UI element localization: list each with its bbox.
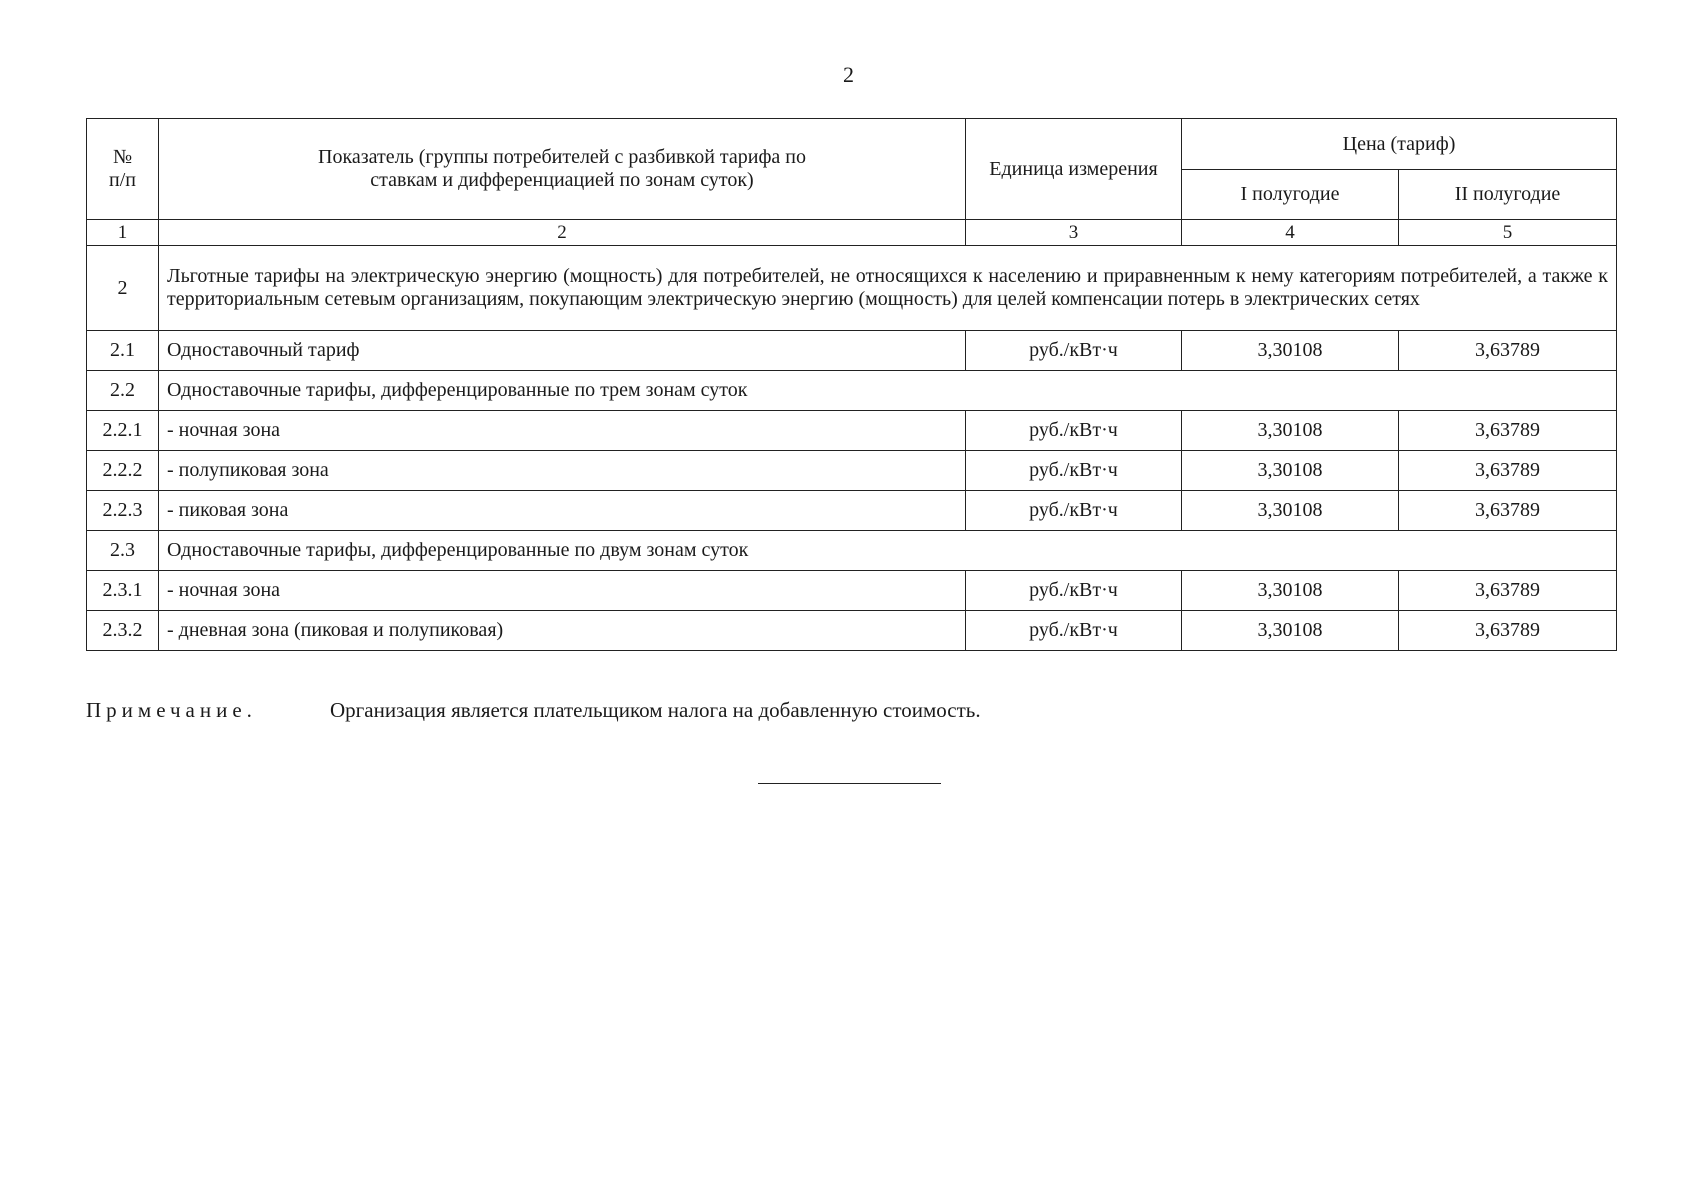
row-indicator: - дневная зона (пиковая и полупиковая) <box>159 611 966 651</box>
row-price-second-half: 3,63789 <box>1399 611 1617 651</box>
note <box>86 698 981 723</box>
header-first-half: I полугодие <box>1182 170 1399 220</box>
row-unit: руб./кВт·ч <box>966 571 1182 611</box>
column-numbering-row <box>87 220 1617 246</box>
row-price-second-half: 3,63789 <box>1399 491 1617 531</box>
row-indicator: Одноставочный тариф <box>159 331 966 371</box>
row-group-title: Одноставочные тарифы, дифференцированные по двум зонам суток <box>159 531 1617 571</box>
page-number: 2 <box>843 62 854 87</box>
row-indicator: - пиковая зона <box>159 491 966 531</box>
column-number: 1 <box>87 220 159 246</box>
table-row <box>87 491 1617 531</box>
row-price-first-half: 3,30108 <box>1182 451 1399 491</box>
table-row <box>87 571 1617 611</box>
row-unit: руб./кВт·ч <box>966 611 1182 651</box>
column-number: 3 <box>966 220 1182 246</box>
header-number: № п/п <box>87 119 159 220</box>
row-number: 2.3 <box>87 531 159 571</box>
table-header-row <box>87 119 1617 170</box>
row-price-first-half: 3,30108 <box>1182 411 1399 451</box>
note-text: Организация является плательщиком налога на добавленную стоимость. <box>330 698 981 722</box>
table-row <box>87 411 1617 451</box>
row-price-second-half: 3,63789 <box>1399 451 1617 491</box>
row-price-first-half: 3,30108 <box>1182 571 1399 611</box>
separator-line <box>758 783 941 784</box>
row-price-first-half: 3,30108 <box>1182 611 1399 651</box>
table-row <box>87 611 1617 651</box>
header-price: Цена (тариф) <box>1182 119 1617 170</box>
header-second-half: II полугодие <box>1399 170 1617 220</box>
table-row <box>87 451 1617 491</box>
row-unit: руб./кВт·ч <box>966 451 1182 491</box>
row-price-second-half: 3,63789 <box>1399 411 1617 451</box>
row-number: 2.2.2 <box>87 451 159 491</box>
column-number: 4 <box>1182 220 1399 246</box>
note-label: Примечание. <box>86 698 257 722</box>
section-title: Льготные тарифы на электрическую энергию (мощность) для потребителей, не относящихся к населению и приравненным к нему категориям потребителей, а также к территориальным сетевым организациям, покупающим электрическую энергию (мощность) для целей компенсации потерь в электрических сетях <box>159 246 1617 331</box>
row-number: 2.2 <box>87 371 159 411</box>
row-price-second-half: 3,63789 <box>1399 331 1617 371</box>
row-indicator: - полупиковая зона <box>159 451 966 491</box>
tariff-table <box>86 118 1617 651</box>
row-number: 2.3.1 <box>87 571 159 611</box>
row-number: 2.2.3 <box>87 491 159 531</box>
row-unit: руб./кВт·ч <box>966 411 1182 451</box>
row-unit: руб./кВт·ч <box>966 491 1182 531</box>
row-unit: руб./кВт·ч <box>966 331 1182 371</box>
section-row <box>87 246 1617 331</box>
header-unit: Единица измерения <box>966 119 1182 220</box>
row-indicator: - ночная зона <box>159 411 966 451</box>
row-group-title: Одноставочные тарифы, дифференцированные по трем зонам суток <box>159 371 1617 411</box>
header-indicator: Показатель (группы потребителей с разбивкой тарифа по ставкам и дифференциацией по зонам суток) <box>159 119 966 220</box>
row-price-first-half: 3,30108 <box>1182 491 1399 531</box>
column-number: 2 <box>159 220 966 246</box>
column-number: 5 <box>1399 220 1617 246</box>
row-number: 2.2.1 <box>87 411 159 451</box>
row-number: 2.3.2 <box>87 611 159 651</box>
table-row <box>87 531 1617 571</box>
table-row <box>87 371 1617 411</box>
row-price-second-half: 3,63789 <box>1399 571 1617 611</box>
table-row <box>87 331 1617 371</box>
row-price-first-half: 3,30108 <box>1182 331 1399 371</box>
row-indicator: - ночная зона <box>159 571 966 611</box>
section-number: 2 <box>87 246 159 331</box>
row-number: 2.1 <box>87 331 159 371</box>
